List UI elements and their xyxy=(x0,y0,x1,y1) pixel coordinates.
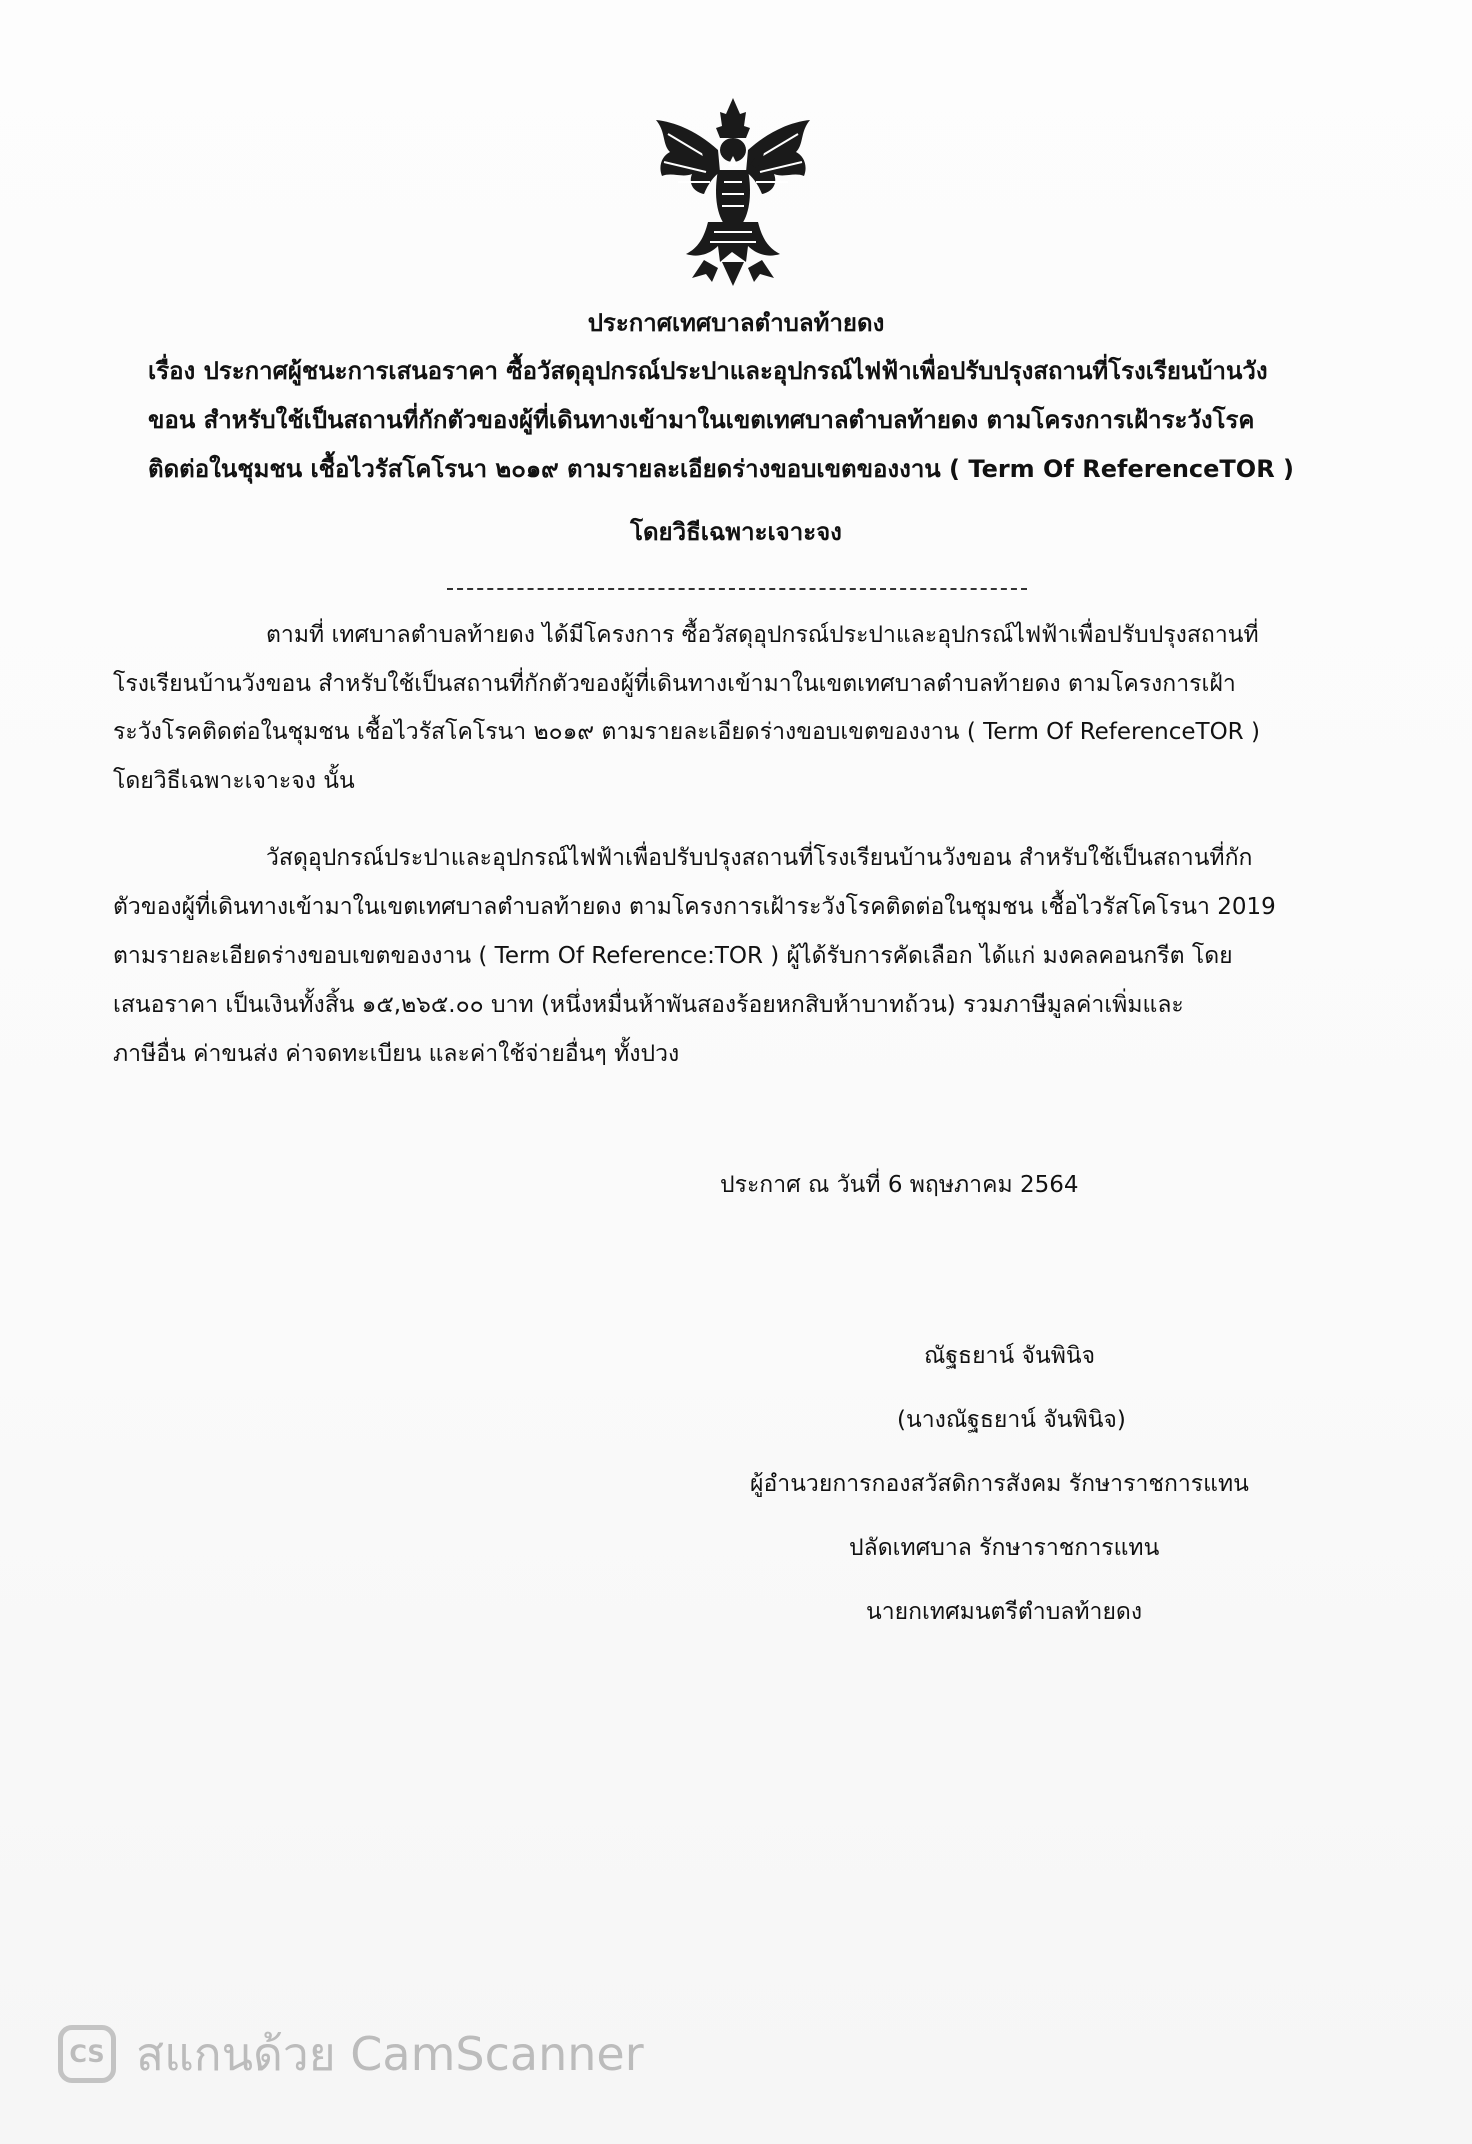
paragraph2-line-5: ภาษีอื่น ค่าขนส่ง ค่าจดทะเบียน และค่าใช้จ่ายอื่นๆ ทั้งปวง xyxy=(113,1041,680,1067)
paragraph2-line-2: ตัวของผู้ที่เดินทางเข้ามาในเขตเทศบาลตำบลท้ายดง ตามโครงการเฝ้าระวังโรคติดต่อในชุมชน เชื้อไวรัสโคโรนา 2019 xyxy=(113,894,1276,920)
subject-line-2: ขอน สำหรับใช้เป็นสถานที่กักตัวของผู้ที่เดินทางเข้ามาในเขตเทศบาลตำบลท้ายดง ตามโครงการเฝ้าระวังโรค xyxy=(148,406,1255,434)
camscanner-logo-icon: CS xyxy=(58,2025,116,2083)
paragraph2-line-4: เสนอราคา เป็นเงินทั้งสิ้น ๑๕,๒๖๕.๐๐ บาท (หนึ่งหมื่นห้าพันสองร้อยหกสิบห้าบาทถ้วน) รวมภาษีมูลค่าเพิ่มและ xyxy=(113,992,1184,1018)
watermark-text: สแกนด้วย CamScanner xyxy=(136,2026,644,2081)
paragraph1-line-4: โดยวิธีเฉพาะเจาะจง นั้น xyxy=(113,768,355,794)
subject-line-1: เรื่อง ประกาศผู้ชนะการเสนอราคา ซื้อวัสดุอุปกรณ์ประปาและอุปกรณ์ไฟฟ้าเพื่อปรับปรุงสถานที่โรงเรียนบ้านวัง xyxy=(148,357,1268,385)
document-title: ประกาศเทศบาลตำบลท้ายดง xyxy=(587,309,885,337)
position-line-2: ปลัดเทศบาล รักษาราชการแทน xyxy=(849,1535,1160,1561)
subject-line-4: โดยวิธีเฉพาะเจาะจง xyxy=(630,518,842,546)
position-line-3: นายกเทศมนตรีตำบลท้ายดง xyxy=(866,1599,1143,1625)
garuda-emblem-icon xyxy=(648,92,818,287)
announcement-date: ประกาศ ณ วันที่ 6 พฤษภาคม 2564 xyxy=(720,1172,1079,1198)
position-line-1: ผู้อำนวยการกองสวัสดิการสังคม รักษาราชการแทน xyxy=(750,1471,1249,1497)
paragraph2-line-3: ตามรายละเอียดร่างขอบเขตของงาน ( Term Of Reference:TOR ) ผู้ได้รับการคัดเลือก ได้แก่ มงคลคอนกรีต โดย xyxy=(113,943,1233,969)
divider xyxy=(447,588,1027,590)
paragraph1-line-1: ตามที่ เทศบาลตำบลท้ายดง ได้มีโครงการ ซื้อวัสดุอุปกรณ์ประปาและอุปกรณ์ไฟฟ้าเพื่อปรับปรุงสถานที่ xyxy=(266,622,1259,648)
paragraph2-line-1: วัสดุอุปกรณ์ประปาและอุปกรณ์ไฟฟ้าเพื่อปรับปรุงสถานที่โรงเรียนบ้านวังขอน สำหรับใช้เป็นสถานที่กัก xyxy=(266,845,1253,871)
signed-name: ณัฐธยาน์ จันพินิจ xyxy=(924,1343,1096,1369)
subject-line-3: ติดต่อในชุมชน เชื้อไวรัสโคโรนา ๒๐๑๙ ตามรายละเอียดร่างขอบเขตของงาน ( Term Of ReferenceTOR ) xyxy=(148,455,1294,483)
camscanner-watermark xyxy=(58,2020,644,2088)
paragraph1-line-3: ระวังโรคติดต่อในชุมชน เชื้อไวรัสโคโรนา ๒๐๑๙ ตามรายละเอียดร่างขอบเขตของงาน ( Term Of ReferenceTOR ) xyxy=(113,719,1260,745)
printed-name: (นางณัฐธยาน์ จันพินิจ) xyxy=(897,1407,1126,1433)
paragraph1-line-2: โรงเรียนบ้านวังขอน สำหรับใช้เป็นสถานที่กักตัวของผู้ที่เดินทางเข้ามาในเขตเทศบาลตำบลท้ายดง ตามโครงการเฝ้า xyxy=(113,671,1236,697)
